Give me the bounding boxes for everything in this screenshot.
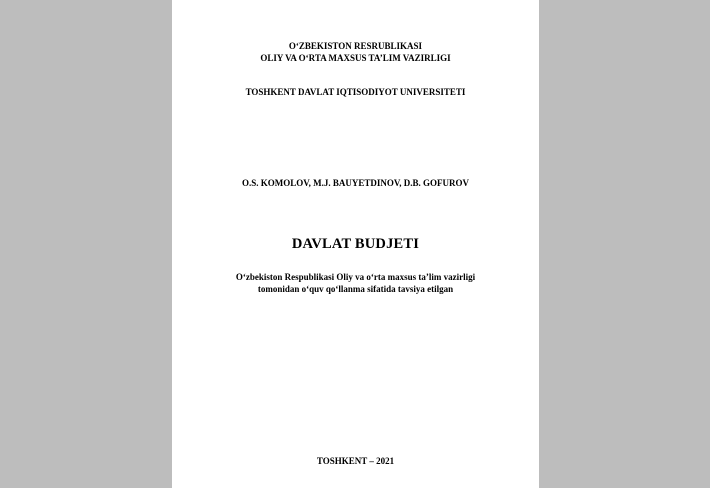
approval-line-2: tomonidan o‘quv qo‘llanma sifatida tavsiya etilgan bbox=[257, 284, 454, 294]
approval-line-1: O‘zbekiston Respublikasi Oliy va o‘rta maxsus ta’lim vazirligi bbox=[235, 272, 476, 282]
ministry-line-2: OLIY VA O‘RTA MAXSUS TA’LIM VAZIRLIGI bbox=[260, 53, 451, 63]
authors: O.S. KOMOLOV, M.J. BAUYETDINOV, D.B. GOFUROV bbox=[242, 178, 469, 188]
university-name: TOSHKENT DAVLAT IQTISODIYOT UNIVERSITETI bbox=[245, 87, 466, 97]
place-year: TOSHKENT – 2021 bbox=[316, 456, 395, 466]
document-title: DAVLAT BUDJETI bbox=[291, 236, 420, 252]
document-page[interactable] bbox=[172, 0, 539, 488]
ministry-line-1: O‘ZBEKISTON RESRUBLIKASI bbox=[288, 41, 423, 51]
